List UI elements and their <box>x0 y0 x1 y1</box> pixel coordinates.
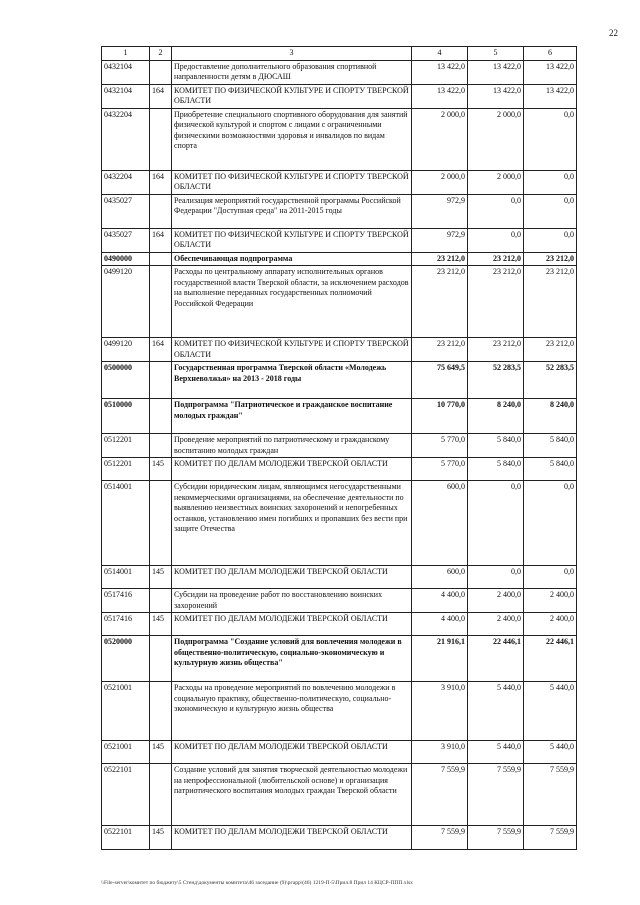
name-cell: Обеспечивающая подпрограмма <box>172 252 412 266</box>
org-cell <box>150 589 172 613</box>
value-2014-cell: 7 559,9 <box>468 826 524 850</box>
value-2013-cell: 2 000,0 <box>412 170 468 194</box>
value-2013-cell: 972,9 <box>412 194 468 228</box>
table-row <box>102 682 577 741</box>
table-row <box>102 481 577 566</box>
name-cell: КОМИТЕТ ПО ДЕЛАМ МОЛОДЕЖИ ТВЕРСКОЙ ОБЛАСТИ <box>172 741 412 764</box>
table-row <box>102 826 577 850</box>
budget-table <box>101 46 577 850</box>
value-2014-cell: 8 240,0 <box>468 399 524 434</box>
org-cell: 145 <box>150 826 172 850</box>
table-row <box>102 108 577 170</box>
name-cell: КОМИТЕТ ПО ДЕЛАМ МОЛОДЕЖИ ТВЕРСКОЙ ОБЛАСТИ <box>172 826 412 850</box>
value-2015-cell: 0,0 <box>524 194 577 228</box>
org-cell: 164 <box>150 84 172 108</box>
org-cell <box>150 682 172 741</box>
value-2015-cell: 2 400,0 <box>524 589 577 613</box>
value-2015-cell: 23 212,0 <box>524 338 577 362</box>
code-cell: 0500000 <box>102 362 150 399</box>
value-2014-cell: 23 212,0 <box>468 338 524 362</box>
org-cell <box>150 362 172 399</box>
value-2015-cell: 22 446,1 <box>524 636 577 682</box>
table-row <box>102 228 577 252</box>
code-cell: 0517416 <box>102 613 150 636</box>
value-2013-cell: 23 212,0 <box>412 338 468 362</box>
name-cell: Реализация мероприятий государственной программы Российской Федерации "Доступная среда" на 2011-2015 годы <box>172 194 412 228</box>
name-cell: Субсидии на проведение работ по восстановлению воинских захоронений <box>172 589 412 613</box>
name-cell: Расходы на проведение мероприятий по вовлечению молодежи в социальную практику, общественно-политическую, социально-экономическую и культурную жизнь общества <box>172 682 412 741</box>
value-2015-cell: 23 212,0 <box>524 266 577 338</box>
org-cell <box>150 194 172 228</box>
name-cell: КОМИТЕТ ПО ФИЗИЧЕСКОЙ КУЛЬТУРЕ И СПОРТУ ТВЕРСКОЙ ОБЛАСТИ <box>172 338 412 362</box>
value-2014-cell: 0,0 <box>468 194 524 228</box>
name-cell: Предоставление дополнительного образования спортивной направленности детям в ДЮСАШ <box>172 60 412 84</box>
org-cell: 145 <box>150 566 172 589</box>
value-2015-cell: 5 840,0 <box>524 434 577 458</box>
name-cell: Субсидии юридическим лицам, являющимся негосударственными некоммерческими организациями, на обеспечение деятельности по выявлению неизвестных воинских захоронений и непогребенных останков, установлению имен погибших и пропавших без вести при защите Отечества <box>172 481 412 566</box>
table-row <box>102 194 577 228</box>
code-cell: 0432204 <box>102 170 150 194</box>
table-row <box>102 636 577 682</box>
value-2013-cell: 3 910,0 <box>412 682 468 741</box>
org-cell <box>150 399 172 434</box>
value-2014-cell: 5 440,0 <box>468 682 524 741</box>
table-row <box>102 60 577 84</box>
value-2013-cell: 5 770,0 <box>412 434 468 458</box>
code-cell: 0432204 <box>102 108 150 170</box>
name-cell: КОМИТЕТ ПО ФИЗИЧЕСКОЙ КУЛЬТУРЕ И СПОРТУ ТВЕРСКОЙ ОБЛАСТИ <box>172 228 412 252</box>
code-cell: 0499120 <box>102 266 150 338</box>
value-2014-cell: 13 422,0 <box>468 60 524 84</box>
table-row <box>102 338 577 362</box>
org-cell <box>150 481 172 566</box>
name-cell: Создание условий для занятия творческой деятельностью молодежи на непрофессиональной (любительской основе) и организация патриотического воспитания молодых граждан Тверской области <box>172 764 412 826</box>
column-header: 2 <box>150 47 172 61</box>
value-2015-cell: 52 283,5 <box>524 362 577 399</box>
value-2014-cell: 23 212,0 <box>468 266 524 338</box>
table-row <box>102 362 577 399</box>
table-row <box>102 741 577 764</box>
value-2014-cell: 2 000,0 <box>468 170 524 194</box>
value-2013-cell: 600,0 <box>412 566 468 589</box>
name-cell: КОМИТЕТ ПО ФИЗИЧЕСКОЙ КУЛЬТУРЕ И СПОРТУ ТВЕРСКОЙ ОБЛАСТИ <box>172 170 412 194</box>
code-cell: 0517416 <box>102 589 150 613</box>
value-2013-cell: 5 770,0 <box>412 458 468 481</box>
code-cell: 0522101 <box>102 826 150 850</box>
table-row <box>102 399 577 434</box>
value-2014-cell: 23 212,0 <box>468 252 524 266</box>
value-2015-cell: 7 559,9 <box>524 826 577 850</box>
name-cell: Приобретение специального спортивного оборудования для занятий физической культурой и спортом с лицами с ограниченными физическими возможностями здоровья и инвалидов по видам спорта <box>172 108 412 170</box>
code-cell: 0499120 <box>102 338 150 362</box>
value-2015-cell: 0,0 <box>524 108 577 170</box>
code-cell: 0512201 <box>102 458 150 481</box>
org-cell: 145 <box>150 613 172 636</box>
org-cell: 145 <box>150 741 172 764</box>
value-2014-cell: 22 446,1 <box>468 636 524 682</box>
column-header: 1 <box>102 47 150 61</box>
value-2014-cell: 13 422,0 <box>468 84 524 108</box>
value-2014-cell: 5 840,0 <box>468 458 524 481</box>
value-2014-cell: 0,0 <box>468 566 524 589</box>
value-2014-cell: 5 440,0 <box>468 741 524 764</box>
value-2014-cell: 52 283,5 <box>468 362 524 399</box>
value-2015-cell: 8 240,0 <box>524 399 577 434</box>
code-cell: 0510000 <box>102 399 150 434</box>
value-2013-cell: 600,0 <box>412 481 468 566</box>
table-row <box>102 566 577 589</box>
value-2015-cell: 5 440,0 <box>524 682 577 741</box>
code-cell: 0521001 <box>102 682 150 741</box>
value-2015-cell: 0,0 <box>524 228 577 252</box>
table-row <box>102 170 577 194</box>
table-row <box>102 589 577 613</box>
table-row <box>102 252 577 266</box>
file-path-footer: \\File-server\комитет по бюджету\5 Стенд\документы комитета\46 заседание (9)\ргарр\(46) 1219-П-5\Прил.8 Прил 14 КЦСР-ППП.xlsx <box>101 880 413 886</box>
value-2015-cell: 0,0 <box>524 566 577 589</box>
org-cell <box>150 108 172 170</box>
name-cell: КОМИТЕТ ПО ДЕЛАМ МОЛОДЕЖИ ТВЕРСКОЙ ОБЛАСТИ <box>172 566 412 589</box>
value-2013-cell: 2 000,0 <box>412 108 468 170</box>
name-cell: КОМИТЕТ ПО ФИЗИЧЕСКОЙ КУЛЬТУРЕ И СПОРТУ ТВЕРСКОЙ ОБЛАСТИ <box>172 84 412 108</box>
code-cell: 0514001 <box>102 481 150 566</box>
org-cell <box>150 434 172 458</box>
table-body <box>102 60 577 850</box>
value-2015-cell: 13 422,0 <box>524 60 577 84</box>
column-header: 5 <box>468 47 524 61</box>
value-2014-cell: 2 400,0 <box>468 613 524 636</box>
name-cell: Подпрограмма "Патриотическое и гражданское воспитание молодых граждан" <box>172 399 412 434</box>
table-header-row <box>102 47 577 61</box>
value-2015-cell: 2 400,0 <box>524 613 577 636</box>
value-2014-cell: 5 840,0 <box>468 434 524 458</box>
value-2014-cell: 0,0 <box>468 481 524 566</box>
org-cell: 164 <box>150 338 172 362</box>
value-2013-cell: 3 910,0 <box>412 741 468 764</box>
org-cell <box>150 252 172 266</box>
code-cell: 0522101 <box>102 764 150 826</box>
value-2013-cell: 7 559,9 <box>412 764 468 826</box>
value-2015-cell: 23 212,0 <box>524 252 577 266</box>
code-cell: 0520000 <box>102 636 150 682</box>
column-header: 6 <box>524 47 577 61</box>
table-row <box>102 434 577 458</box>
value-2013-cell: 972,9 <box>412 228 468 252</box>
org-cell <box>150 60 172 84</box>
value-2013-cell: 21 916,1 <box>412 636 468 682</box>
table-row <box>102 764 577 826</box>
value-2013-cell: 10 770,0 <box>412 399 468 434</box>
code-cell: 0521001 <box>102 741 150 764</box>
name-cell: Подпрограмма "Создание условий для вовлечения молодежи в общественно-политическую, социально-экономическую и культурную жизнь общества" <box>172 636 412 682</box>
value-2015-cell: 5 440,0 <box>524 741 577 764</box>
value-2013-cell: 4 400,0 <box>412 589 468 613</box>
column-header: 4 <box>412 47 468 61</box>
code-cell: 0435027 <box>102 228 150 252</box>
code-cell: 0514001 <box>102 566 150 589</box>
page-number: 22 <box>609 28 618 38</box>
value-2015-cell: 5 840,0 <box>524 458 577 481</box>
value-2013-cell: 4 400,0 <box>412 613 468 636</box>
code-cell: 0490000 <box>102 252 150 266</box>
name-cell: КОМИТЕТ ПО ДЕЛАМ МОЛОДЕЖИ ТВЕРСКОЙ ОБЛАСТИ <box>172 458 412 481</box>
table-row <box>102 266 577 338</box>
org-cell <box>150 764 172 826</box>
value-2015-cell: 0,0 <box>524 481 577 566</box>
org-cell <box>150 636 172 682</box>
value-2014-cell: 2 000,0 <box>468 108 524 170</box>
org-cell: 145 <box>150 458 172 481</box>
value-2013-cell: 13 422,0 <box>412 60 468 84</box>
code-cell: 0435027 <box>102 194 150 228</box>
value-2013-cell: 7 559,9 <box>412 826 468 850</box>
code-cell: 0432104 <box>102 60 150 84</box>
table-row <box>102 84 577 108</box>
name-cell: Проведение мероприятий по патриотическому и гражданскому воспитанию молодых граждан <box>172 434 412 458</box>
value-2014-cell: 0,0 <box>468 228 524 252</box>
name-cell: Государственная программа Тверской области «Молодежь Верхневолжья» на 2013 - 2018 годы <box>172 362 412 399</box>
name-cell: КОМИТЕТ ПО ДЕЛАМ МОЛОДЕЖИ ТВЕРСКОЙ ОБЛАСТИ <box>172 613 412 636</box>
value-2013-cell: 23 212,0 <box>412 252 468 266</box>
table-row <box>102 458 577 481</box>
value-2015-cell: 13 422,0 <box>524 84 577 108</box>
org-cell: 164 <box>150 228 172 252</box>
name-cell: Расходы по центральному аппарату исполнительных органов государственной власти Тверской области, за исключением расходов на выполнение переданных государственных полномочий Российской Федерации <box>172 266 412 338</box>
org-cell: 164 <box>150 170 172 194</box>
value-2014-cell: 7 559,9 <box>468 764 524 826</box>
value-2013-cell: 13 422,0 <box>412 84 468 108</box>
table-row <box>102 613 577 636</box>
value-2013-cell: 23 212,0 <box>412 266 468 338</box>
column-header: 3 <box>172 47 412 61</box>
value-2015-cell: 0,0 <box>524 170 577 194</box>
code-cell: 0432104 <box>102 84 150 108</box>
org-cell <box>150 266 172 338</box>
value-2014-cell: 2 400,0 <box>468 589 524 613</box>
code-cell: 0512201 <box>102 434 150 458</box>
value-2015-cell: 7 559,9 <box>524 764 577 826</box>
value-2013-cell: 75 649,5 <box>412 362 468 399</box>
